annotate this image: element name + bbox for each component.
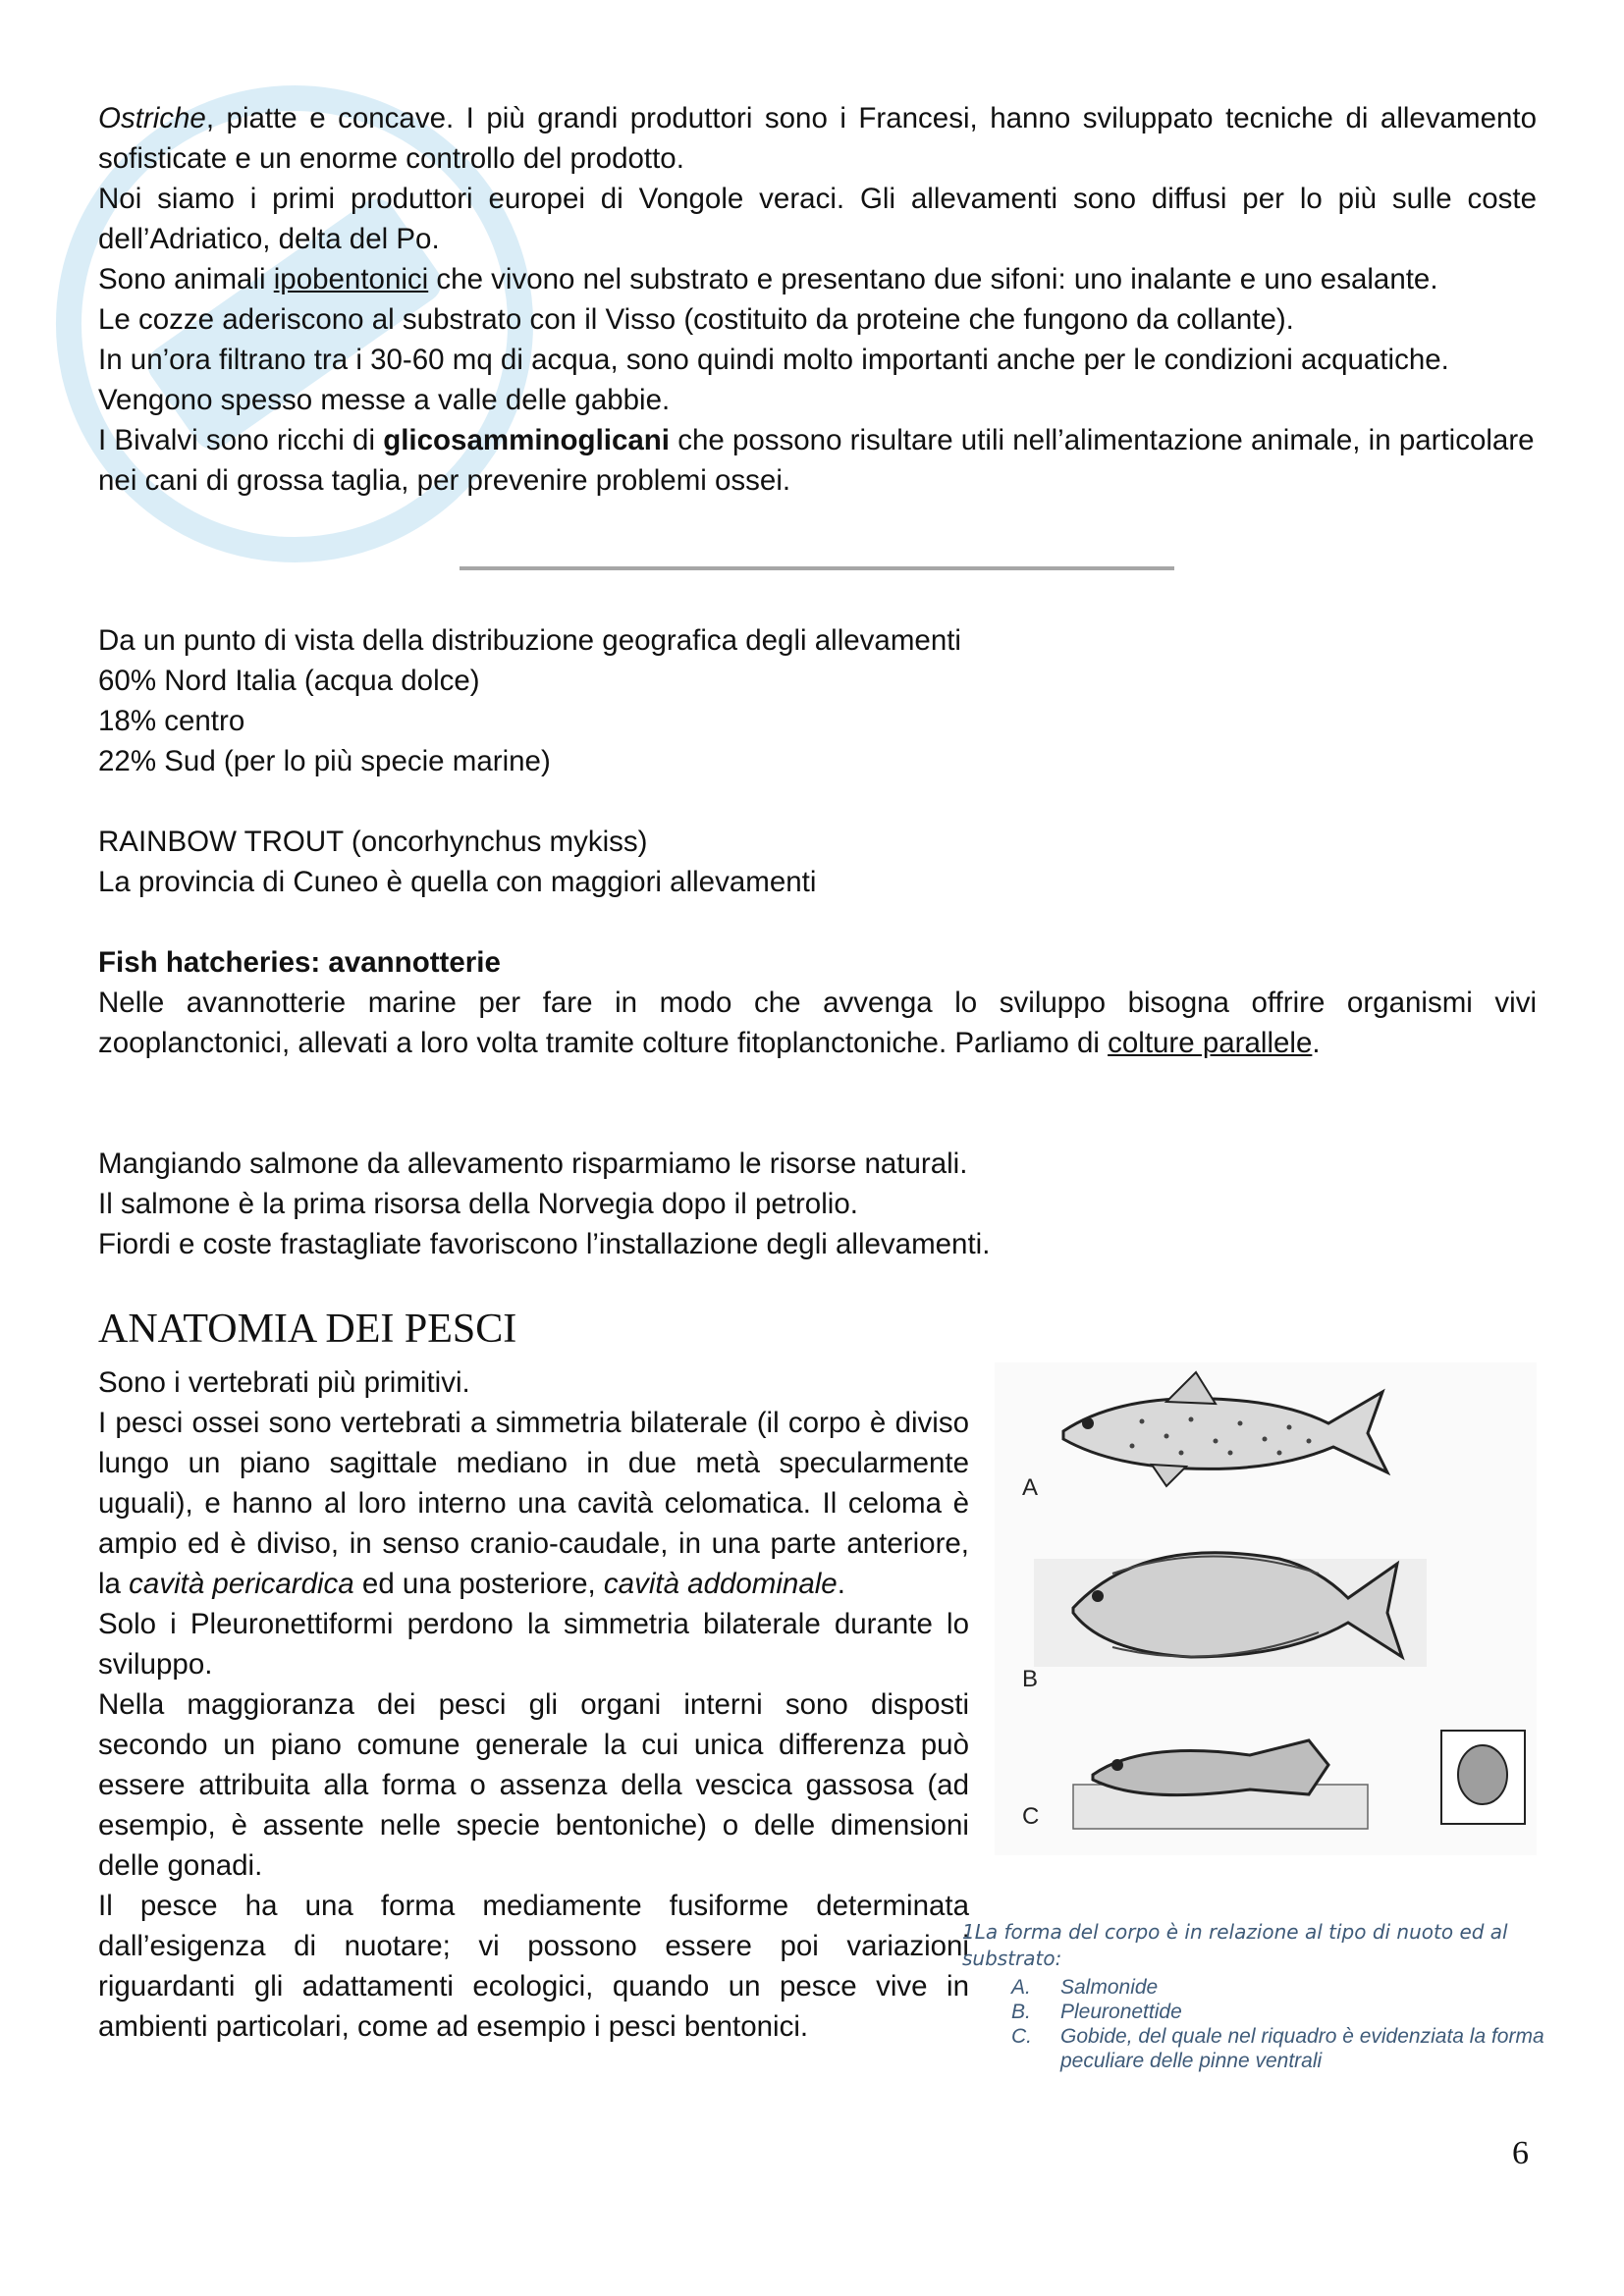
anatomy-text: [98, 1362, 969, 2047]
distribution-line: Da un punto di vista della distribuzione geografica degli allevamenti: [98, 624, 961, 657]
anatomy-p1: Sono i vertebrati più primitivi.: [98, 1366, 470, 1399]
distribution-line: 22% Sud (per lo più specie marine): [98, 745, 551, 777]
gag-pre: I Bivalvi sono ricchi di: [98, 424, 384, 456]
cages-line: Vengono spesso messe a valle delle gabbie.: [98, 384, 671, 416]
hypobenthic-post: che vivono nel substrato e presentano due sifoni: uno inalante e uno esalante.: [428, 263, 1438, 295]
hatcheries-post: .: [1312, 1027, 1321, 1059]
anatomy-p2-b: ed una posteriore,: [353, 1568, 604, 1600]
section-heading: ANATOMIA DEI PESCI: [98, 1307, 517, 1352]
anatomy-abdominal: cavità addominale: [603, 1568, 838, 1600]
oysters-italic: Ostriche: [98, 102, 206, 134]
horizontal-divider: [460, 566, 1174, 570]
mussels-line: Le cozze aderiscono al substrato con il Visso (costituito da proteine che fungono da collante).: [98, 303, 1294, 336]
hatcheries-text: [98, 983, 1537, 1063]
gag-line: [98, 420, 1537, 501]
caption-item: [1011, 2000, 1561, 2024]
caption-item-key: B.: [1011, 2001, 1031, 2023]
clams-line: Noi siamo i primi produttori europei di Vongole veraci. Gli allevamenti sono diffusi per lo più sulle coste dell’Adriatico, delta del Po.: [98, 183, 1537, 255]
fish-shapes-figure: [995, 1362, 1537, 1855]
caption-item-key: A.: [1011, 1976, 1031, 1999]
salmon-line: Fiordi e coste frastagliate favoriscono l’installazione degli allevamenti.: [98, 1228, 991, 1260]
gag-post: che possono risultare utili nell’alimentazione animale, in particolare nei cani di grossa taglia, per prevenire problemi ossei.: [98, 424, 1535, 497]
page-number: 6: [1512, 2135, 1529, 2171]
caption-item-key: C.: [1011, 2025, 1032, 2048]
anatomy-p2: [98, 1403, 969, 1604]
anatomy-p2-a: I pesci ossei sono vertebrati a simmetria bilaterale (il corpo è diviso lungo un piano sagittale mediano in due metà specularmente uguali), e hanno al loro interno una cavità celomatica. Il celoma è ampio ed è diviso, in senso cranio-caudale, in una parte anteriore, la: [98, 1407, 969, 1600]
figure-label-c: C: [1022, 1803, 1040, 1830]
anatomy-p2-c: .: [837, 1568, 845, 1600]
caption-item-text: Pleuronettide: [1060, 2001, 1182, 2023]
anatomy-pericardial: cavità pericardica: [129, 1568, 354, 1600]
hypobenthic-term: ipobentonici: [273, 263, 429, 295]
anatomy-p4: Nella maggioranza dei pesci gli organi interni sono disposti secondo un piano comune generale la cui unica differenza può essere attribuita alla forma o assenza della vescica gassosa (ad esempio, è assente nelle specie bentoniche) o delle dimensioni delle gonadi.: [98, 1688, 969, 1882]
caption-item: [1011, 1975, 1561, 2000]
trout-text: La provincia di Cuneo è quella con maggiori allevamenti: [98, 866, 817, 898]
hatcheries-block: [98, 942, 1537, 1063]
gobid-drawing: [1073, 1731, 1525, 1829]
figure-caption: 1La forma del corpo è in relazione al tipo di nuoto ed al substrato:: [962, 1920, 1508, 1970]
anatomy-p5: Il pesce ha una forma mediamente fusiforme determinata dall’esigenza di nuotare; vi possono essere poi variazioni riguardanti gli adattamenti ecologici, quando un pesce vive in ambienti particolari, come ad esempio i pesci bentonici.: [98, 1890, 969, 2043]
hatcheries-pre: Nelle avannotterie marine per fare in modo che avvenga lo sviluppo bisogna offrire organismi vivi zooplanctonici, allevati a loro volta tramite colture fitoplanctoniche. Parliamo di: [98, 987, 1537, 1059]
hatcheries-heading: Fish hatcheries: avannotterie: [98, 946, 501, 979]
trout-title: RAINBOW TROUT (oncorhynchus mykiss): [98, 826, 648, 858]
salmon-line: Il salmone è la prima risorsa della Norvegia dopo il petrolio.: [98, 1188, 858, 1220]
anatomy-p3: Solo i Pleuronettiformi perdono la simmetria bilaterale durante lo sviluppo.: [98, 1608, 969, 1681]
caption-item: [1011, 2024, 1561, 2073]
salmon-line: Mangiando salmone da allevamento risparmiamo le risorse naturali.: [98, 1148, 968, 1180]
hypobenthic-pre: Sono animali: [98, 263, 274, 295]
caption-item-text: Gobide, del quale nel riquadro è evidenziata la forma peculiare delle pinne ventrali: [1060, 2025, 1544, 2072]
pleuronectid-drawing: [1034, 1553, 1427, 1667]
distribution-line: 60% Nord Italia (acqua dolce): [98, 665, 480, 697]
trout-block: [98, 822, 1537, 902]
salmon-block: [98, 1144, 1537, 1264]
figure-label-b: B: [1022, 1666, 1039, 1692]
gag-term: glicosamminoglicani: [383, 424, 670, 456]
caption-item-text: Salmonide: [1060, 1976, 1159, 1999]
distribution-block: [98, 620, 1537, 781]
hatcheries-term: colture parallele: [1108, 1027, 1313, 1059]
oysters-text: , piatte e concave. I più grandi produttori sono i Francesi, hanno sviluppato tecniche di allevamento sofisticate e un enorme controllo del prodotto.: [98, 102, 1537, 175]
oysters-line: [98, 98, 1537, 179]
bivalves-paragraphs: [98, 98, 1537, 501]
salmonid-drawing: [1063, 1372, 1387, 1486]
figure-caption-list: [1011, 1975, 1561, 2073]
figure-label-a: A: [1022, 1474, 1039, 1501]
hypobenthic-line: [98, 259, 1537, 299]
filter-line: In un’ora filtrano tra i 30-60 mq di acqua, sono quindi molto importanti anche per le condizioni acquatiche.: [98, 344, 1449, 376]
distribution-line: 18% centro: [98, 705, 245, 737]
